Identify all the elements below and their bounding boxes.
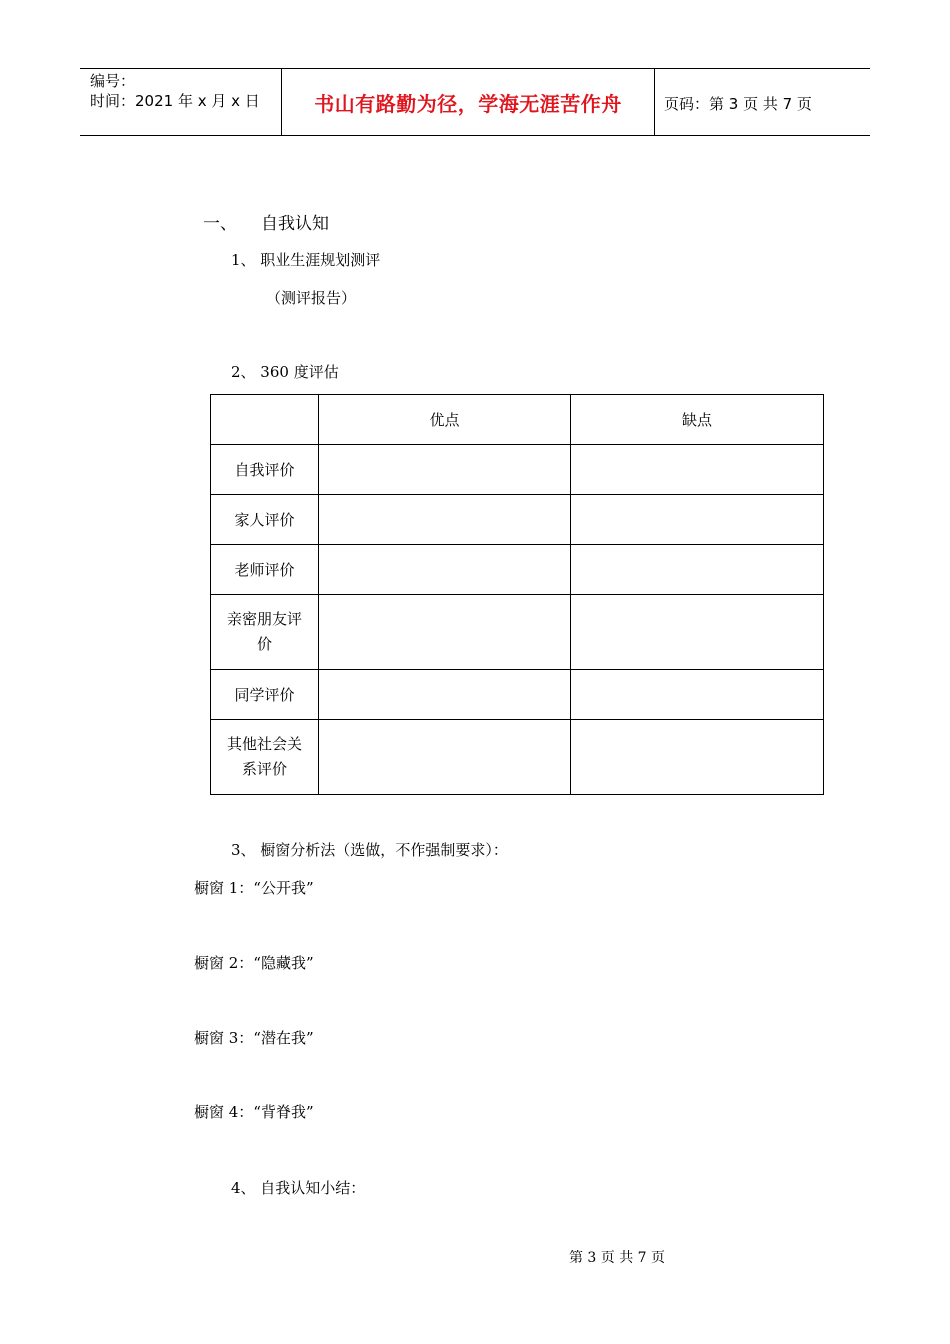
date-label: 时间：2021 年 x 月 x 日 xyxy=(90,92,260,110)
strengths-cell[interactable] xyxy=(319,595,571,670)
row-label-teacher: 老师评价 xyxy=(211,545,319,595)
weaknesses-cell[interactable] xyxy=(571,670,824,720)
strengths-cell[interactable] xyxy=(319,445,571,495)
weaknesses-cell[interactable] xyxy=(571,445,824,495)
serial-number-label: 编号： xyxy=(90,72,136,90)
window-potential-self: 橱窗 3：“潜在我” xyxy=(194,1029,314,1047)
strengths-cell[interactable] xyxy=(319,720,571,795)
window-hidden-self: 橱窗 2：“隐藏我” xyxy=(194,954,314,972)
row-label-line: 其他社会关 xyxy=(226,735,302,753)
weaknesses-cell[interactable] xyxy=(571,720,824,795)
table-row xyxy=(211,445,824,495)
header-top-rule xyxy=(80,68,870,69)
section-title: 自我认知 xyxy=(261,214,329,234)
row-label-family: 家人评价 xyxy=(211,495,319,545)
row-label-line: 价 xyxy=(256,635,272,653)
row-label-self: 自我评价 xyxy=(211,445,319,495)
table-header-row xyxy=(211,395,824,445)
evaluation-table xyxy=(210,394,824,795)
strengths-cell[interactable] xyxy=(319,545,571,595)
table-row xyxy=(211,545,824,595)
header-motto: 书山有路勤为径，学海无涯苦作舟 xyxy=(314,92,622,116)
table-header-cell xyxy=(211,395,319,445)
row-label-other-relations xyxy=(211,720,319,795)
row-label-classmates: 同学评价 xyxy=(211,670,319,720)
header-page-info: 页码：第 3 页 共 7 页 xyxy=(664,95,812,113)
row-label-line: 亲密朋友评 xyxy=(226,610,302,628)
section-number: 一、 xyxy=(203,214,237,234)
section-heading xyxy=(203,209,329,234)
item-360-evaluation: 2、 360 度评估 xyxy=(231,363,339,381)
page-footer: 第 3 页 共 7 页 xyxy=(568,1250,666,1266)
header-bottom-rule xyxy=(80,135,870,136)
table-row xyxy=(211,670,824,720)
row-label-line: 系评价 xyxy=(241,760,287,778)
item-self-awareness-summary: 4、 自我认知小结： xyxy=(231,1179,366,1197)
item-assessment-report-note: （测评报告） xyxy=(266,289,357,307)
weaknesses-cell[interactable] xyxy=(571,495,824,545)
window-open-self: 橱窗 1：“公开我” xyxy=(194,879,314,897)
item-career-assessment: 1、 职业生涯规划测评 xyxy=(231,251,381,269)
table-row xyxy=(211,495,824,545)
window-blind-self: 橱窗 4：“背脊我” xyxy=(194,1103,314,1121)
table-row xyxy=(211,720,824,795)
weaknesses-cell[interactable] xyxy=(571,545,824,595)
strengths-cell[interactable] xyxy=(319,495,571,545)
table-header-weaknesses: 缺点 xyxy=(571,395,824,445)
header-info xyxy=(90,71,260,111)
strengths-cell[interactable] xyxy=(319,670,571,720)
header-divider-right xyxy=(654,68,655,136)
weaknesses-cell[interactable] xyxy=(571,595,824,670)
row-label-close-friends xyxy=(211,595,319,670)
table-header-strengths: 优点 xyxy=(319,395,571,445)
table-row xyxy=(211,595,824,670)
item-window-analysis: 3、 橱窗分析法（选做，不作强制要求）： xyxy=(231,841,508,859)
